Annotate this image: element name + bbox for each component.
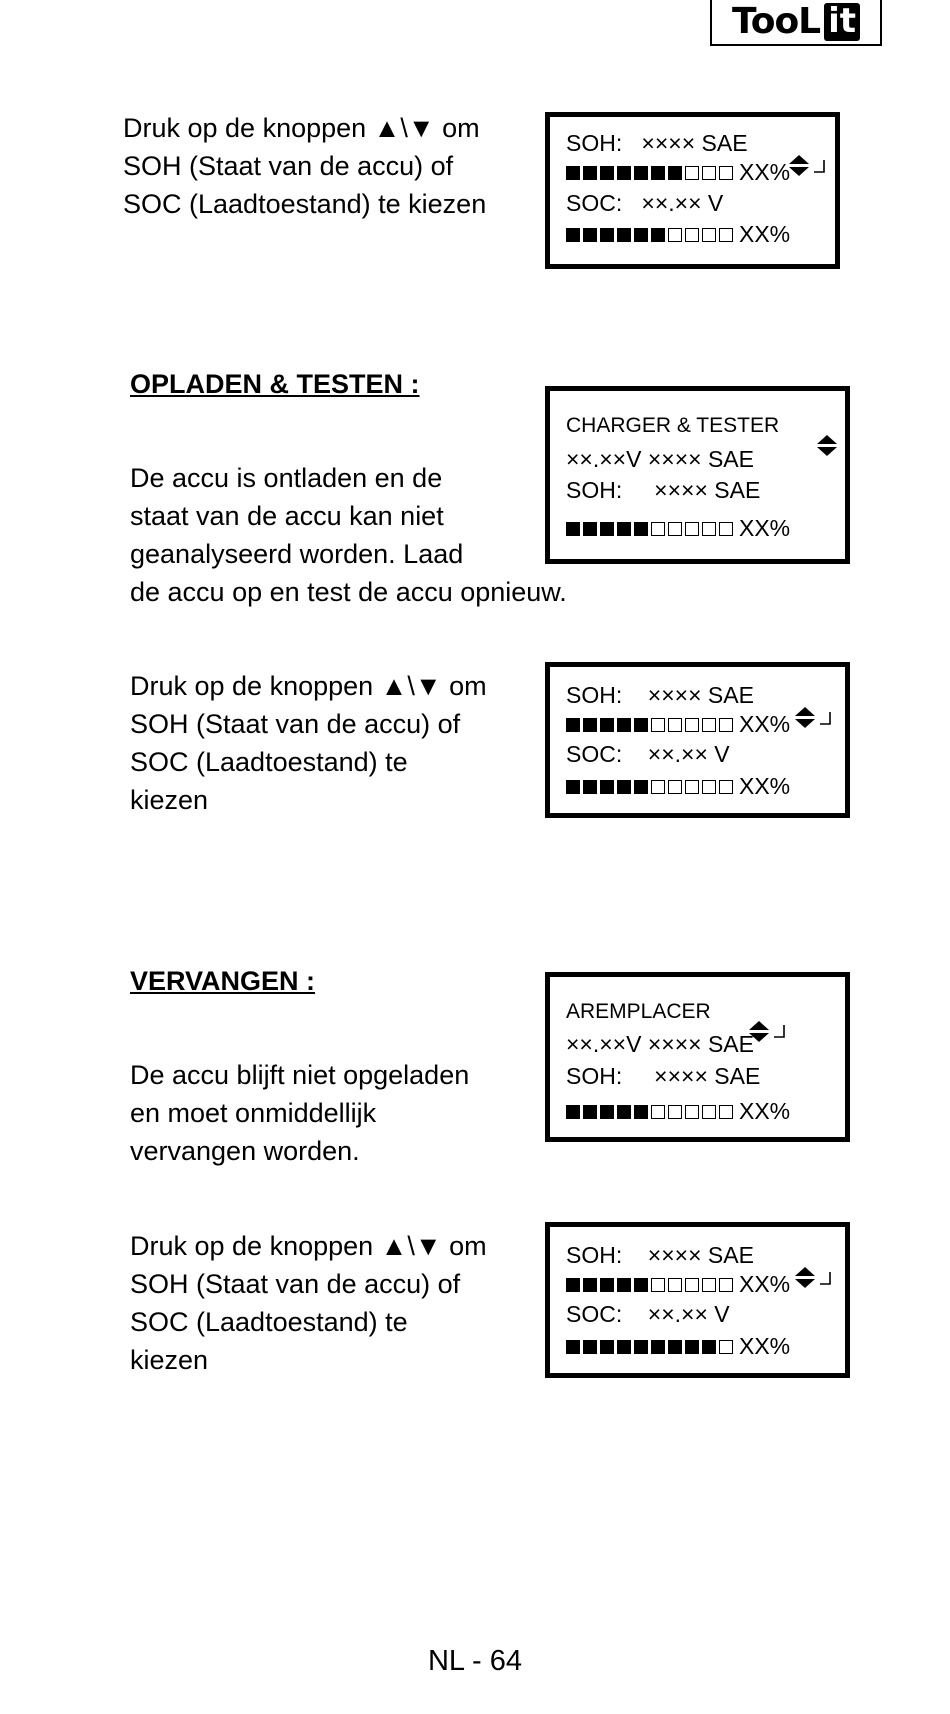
lcd-screen-3 [545,662,850,818]
bar-segment-filled [617,718,631,732]
bar-segment-filled [566,1105,580,1119]
bar-segment-empty [719,522,733,536]
bar-segment-filled [617,780,631,794]
bar-segment-filled [617,522,631,536]
bar-segment-empty [668,780,682,794]
lcd-screen-2 [545,386,850,564]
up-down-arrows-icon [713,999,735,1023]
bar-segment-empty [685,1278,699,1292]
bar-segment-filled [600,1105,614,1119]
bar-segment-filled [651,166,665,180]
lcd-bar-1 [566,1100,790,1123]
bar-percent-label: XX% [739,773,791,799]
lcd-line-soh [566,1065,760,1088]
bar-segment-empty [719,780,733,794]
lcd-soc-text: SOC: ××.×× V [566,1301,730,1327]
bar-segment-empty [651,1105,665,1119]
lcd-bar-2 [566,223,790,246]
bar-segment-empty [651,780,665,794]
bar-segment-filled [634,718,648,732]
bar-segment-empty [719,166,733,180]
bar-segment-filled [651,228,665,242]
lcd-soh-text: SOH: ×××× SAE [566,129,748,156]
lcd-line-title [566,413,803,437]
lcd-title-text: CHARGER & TESTER [566,413,780,437]
bar-segment-empty [719,1278,733,1292]
lcd-title-text: AREMPLACER [566,999,711,1023]
bar-segment-filled [617,1278,631,1292]
section-heading-opladen: OPLADEN & TESTEN : [130,369,420,399]
bar-percent-label: XX% [739,515,791,541]
bar-segment-empty [668,1278,682,1292]
lcd-screen-5 [545,1222,850,1378]
bar-segment-filled [634,780,648,794]
lcd-bar-1 [566,1273,790,1296]
bar-segment-filled [583,228,597,242]
bar-segment-empty [702,228,716,242]
bar-segment-empty [685,1105,699,1119]
lcd-line-soc [566,192,723,215]
bar-segment-filled [600,780,614,794]
bar-segment-filled [702,1340,716,1354]
bar-segment-empty [702,522,716,536]
bar-segment-empty [651,1278,665,1292]
bar-segment-empty [668,718,682,732]
bar-segment-filled [566,522,580,536]
bar-segment-filled [583,166,597,180]
bar-segment-filled [634,1278,648,1292]
bar-segment-empty [685,780,699,794]
bar-segment-empty [685,522,699,536]
lcd-soh-text: SOH: ×××× SAE [566,681,754,708]
bar-segment-empty [702,1278,716,1292]
progress-bar [566,1340,733,1354]
lcd-soc-text: SOC: ××.×× V [566,190,724,216]
bar-percent-label: XX% [739,221,791,247]
progress-bar [566,522,733,536]
bar-segment-filled [634,166,648,180]
bar-segment-filled [617,228,631,242]
bar-segment-filled [634,1340,648,1354]
page-number: NL - 64 [427,1645,523,1677]
bar-segment-empty [702,718,716,732]
enter-icon [780,686,794,704]
bar-segment-filled [583,522,597,536]
logo-text: TooL [731,1,821,42]
progress-bar [566,718,733,732]
bar-segment-filled [566,1278,580,1292]
bar-percent-label: XX% [739,1098,791,1124]
bar-segment-filled [617,1105,631,1119]
progress-bar [566,228,733,242]
bar-segment-filled [617,1340,631,1354]
bar-segment-empty [668,522,682,536]
bar-segment-filled [668,1340,682,1354]
instruction-text-5: Druk op de knoppen ▲\▼ om SOH (Staat van de accu) of SOC (Laadtoestand) te kiezen [130,1231,487,1375]
lcd-line-soc [566,743,730,766]
enter-icon [774,134,788,152]
up-down-arrows-icon [781,413,803,437]
lcd-line-voltage [566,1033,754,1056]
bar-segment-filled [600,718,614,732]
bar-segment-filled [634,228,648,242]
bar-percent-label: XX% [739,1333,791,1359]
up-down-arrows-icon [756,1243,778,1267]
instruction-text-2: De accu is ontladen en de staat van de accu kan niet geanalyseerd worden. Laad de accu op en test de accu opnieuw. [130,463,567,607]
enter-icon [780,1246,794,1264]
lcd-bar-2 [566,775,790,798]
bar-segment-empty [668,228,682,242]
bar-segment-filled [583,1340,597,1354]
bar-segment-empty [719,1340,733,1354]
bar-segment-filled [566,166,580,180]
lcd-screen-4 [545,972,850,1142]
bar-segment-empty [702,166,716,180]
progress-bar [566,1278,733,1292]
bar-segment-filled [651,1340,665,1354]
bar-segment-filled [566,1340,580,1354]
lcd-line-soh [566,131,788,155]
logo-it-badge: it [824,3,860,40]
instruction-text-3: Druk op de knoppen ▲\▼ om SOH (Staat van de accu) of SOC (Laadtoestand) te kiezen [130,671,487,815]
bar-segment-empty [702,780,716,794]
bar-percent-label: XX% [739,1271,791,1297]
bar-segment-filled [583,1278,597,1292]
lcd-bar-1 [566,517,790,540]
lcd-bar-2 [566,1335,790,1358]
lcd-line-voltage [566,448,754,471]
lcd-line-soc [566,1303,730,1326]
lcd-line-soh [566,1243,794,1267]
lcd-voltage-text: ××.××V ×××× SAE [566,446,754,472]
lcd-soh-text: SOH: ×××× SAE [566,477,761,503]
bar-percent-label: XX% [739,159,791,185]
enter-icon [737,1002,751,1020]
lcd-line-title [566,999,751,1023]
progress-bar [566,166,733,180]
up-down-arrows-icon [756,683,778,707]
bar-segment-filled [583,718,597,732]
lcd-voltage-text: ××.××V ×××× SAE [566,1031,754,1057]
bar-segment-filled [600,522,614,536]
lcd-bar-1 [566,713,790,736]
toolit-logo [710,0,882,46]
bar-segment-filled [600,1340,614,1354]
bar-segment-empty [651,522,665,536]
bar-segment-empty [719,228,733,242]
bar-segment-filled [566,780,580,794]
lcd-line-soh [566,683,794,707]
bar-segment-empty [702,1105,716,1119]
bar-segment-empty [719,1105,733,1119]
bar-segment-empty [651,718,665,732]
bar-percent-label: XX% [739,711,791,737]
lcd-soh-text: SOH: ×××× SAE [566,1241,754,1268]
bar-segment-empty [685,718,699,732]
bar-segment-empty [668,1105,682,1119]
progress-bar [566,780,733,794]
bar-segment-filled [600,228,614,242]
bar-segment-filled [634,1105,648,1119]
up-down-arrows-icon [750,131,772,155]
instruction-text-4: De accu blijft niet opgeladen en moet onmiddellijk vervangen worden. [130,1060,470,1166]
bar-segment-filled [600,166,614,180]
lcd-bar-1 [566,161,790,184]
bar-segment-filled [566,228,580,242]
section-heading-vervangen: VERVANGEN : [130,966,316,996]
bar-segment-filled [668,166,682,180]
bar-segment-filled [600,1278,614,1292]
bar-segment-filled [583,780,597,794]
instruction-text-1: Druk op de knoppen ▲\▼ om SOH (Staat van de accu) of SOC (Laadtoestand) te kiezen [123,113,487,219]
lcd-line-soh [566,479,760,502]
bar-segment-empty [685,166,699,180]
bar-segment-filled [566,718,580,732]
bar-segment-filled [634,522,648,536]
lcd-soh-text: SOH: ×××× SAE [566,1063,761,1089]
lcd-soc-text: SOC: ××.×× V [566,741,730,767]
bar-segment-filled [583,1105,597,1119]
progress-bar [566,1105,733,1119]
bar-segment-empty [685,228,699,242]
bar-segment-filled [617,166,631,180]
bar-segment-filled [685,1340,699,1354]
lcd-screen-1 [545,112,840,269]
bar-segment-empty [719,718,733,732]
